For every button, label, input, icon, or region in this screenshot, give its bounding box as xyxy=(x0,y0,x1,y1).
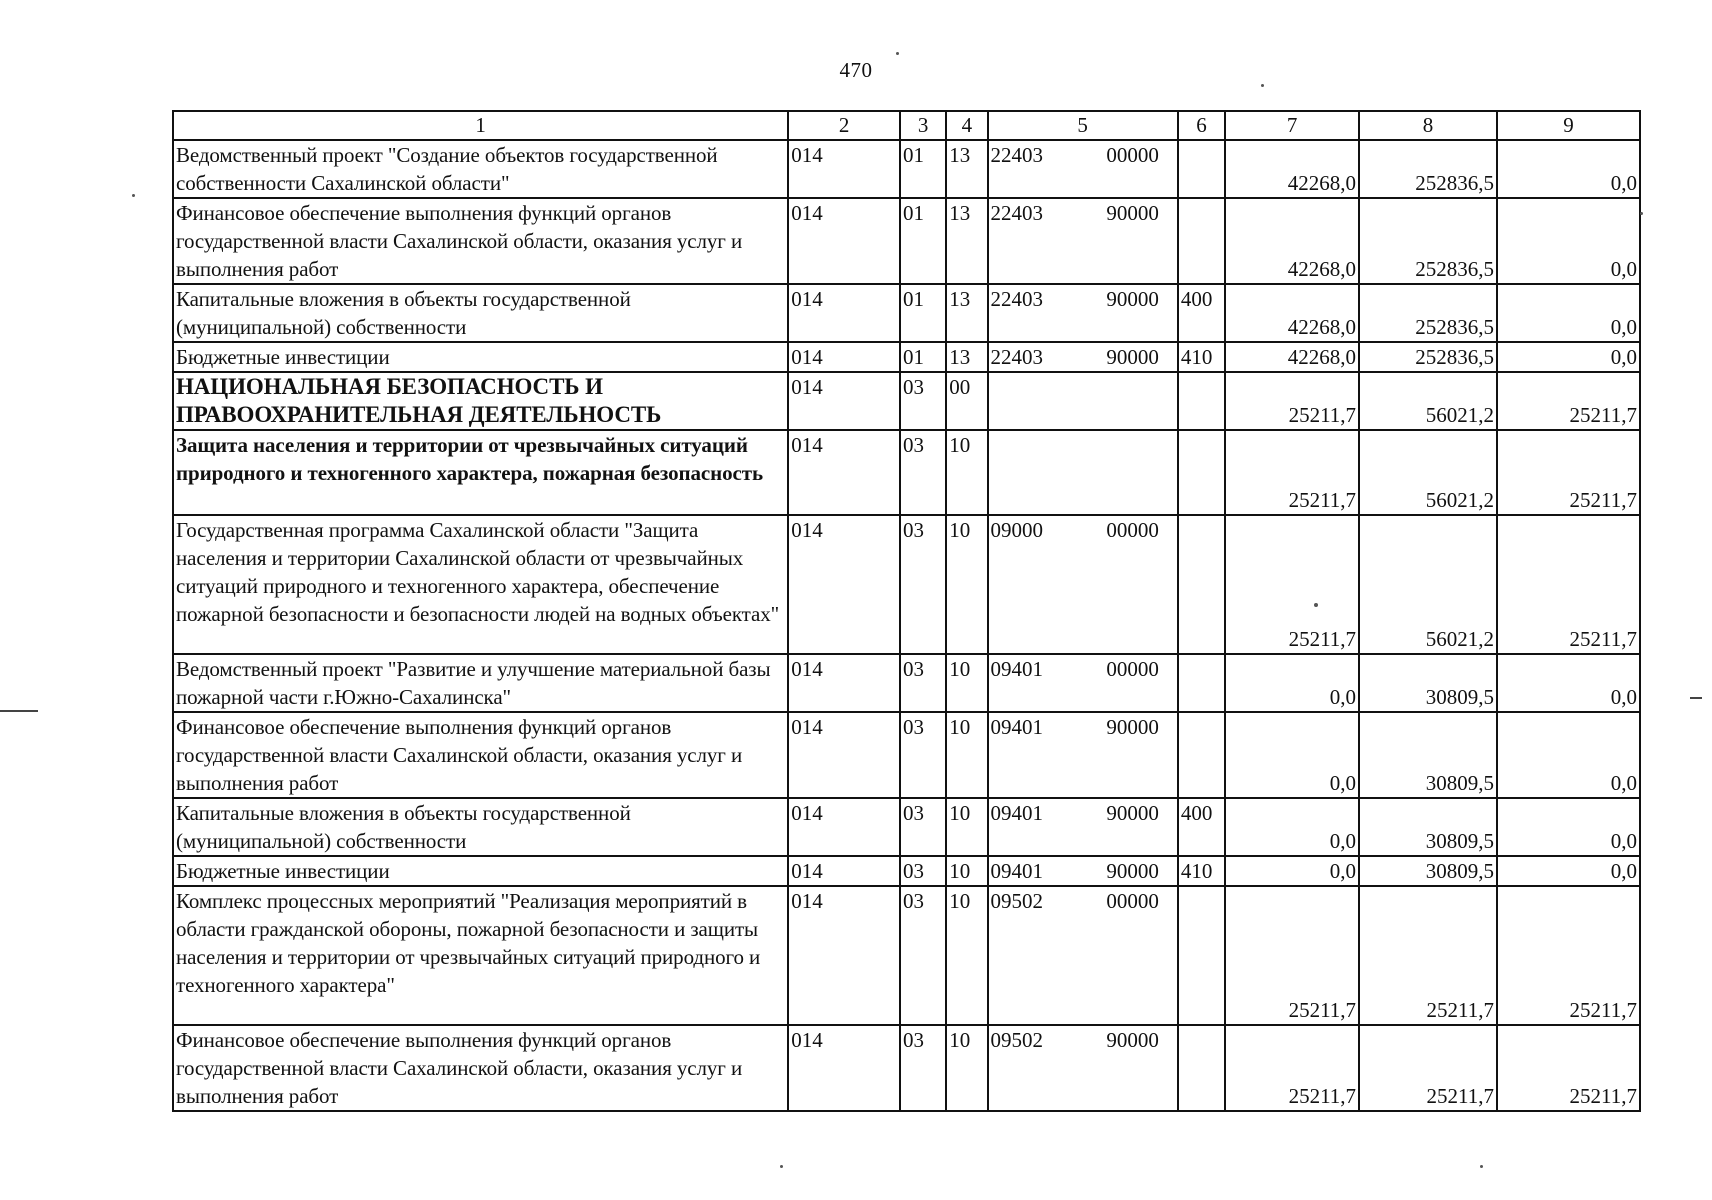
row-name-cell: Бюджетные инвестиции xyxy=(173,342,788,372)
amount-cell-c9: 0,0 xyxy=(1497,654,1640,712)
target-article-cell xyxy=(988,798,1178,856)
amount-cell-c7: 42268,0 xyxy=(1225,342,1359,372)
amount-cell-c9: 0,0 xyxy=(1497,198,1640,284)
amount-cell-c8: 25211,7 xyxy=(1359,886,1497,1025)
table-row xyxy=(173,342,1640,372)
row-name-cell: Финансовое обеспечение выполнения функций органов государственной власти Сахалинской области, оказания услуг и выполнения работ xyxy=(173,198,788,284)
amount-cell-c9: 0,0 xyxy=(1497,856,1640,886)
scan-speck xyxy=(1314,603,1318,607)
table-body xyxy=(173,140,1640,1111)
amount-cell-c8: 25211,7 xyxy=(1359,1025,1497,1111)
direction-code: 90000 xyxy=(1106,715,1159,739)
row-name-cell: Капитальные вложения в объекты государственной (муниципальной) собственности xyxy=(173,284,788,342)
amount-cell-c8: 30809,5 xyxy=(1359,654,1497,712)
header-cell: 8 xyxy=(1359,111,1497,140)
code-cell-c2: 014 xyxy=(788,712,900,798)
target-article-cell xyxy=(988,430,1178,515)
program-code: 09401 xyxy=(990,657,1044,681)
amount-cell-c8: 30809,5 xyxy=(1359,856,1497,886)
amount-cell-c7: 0,0 xyxy=(1225,798,1359,856)
row-name-cell: Финансовое обеспечение выполнения функций органов государственной власти Сахалинской области, оказания услуг и выполнения работ xyxy=(173,1025,788,1111)
target-article-cell xyxy=(988,654,1178,712)
page-number: 470 xyxy=(839,58,873,82)
code-cell-c4: 10 xyxy=(946,1025,987,1111)
table-row xyxy=(173,798,1640,856)
row-name-cell: Бюджетные инвестиции xyxy=(173,856,788,886)
target-article-cell xyxy=(988,198,1178,284)
target-article-cell xyxy=(988,372,1178,430)
amount-cell-c9: 0,0 xyxy=(1497,798,1640,856)
code-cell-c3: 03 xyxy=(900,372,946,430)
target-article-code xyxy=(991,1026,1175,1054)
code-cell-c2: 014 xyxy=(788,654,900,712)
direction-code: 00000 xyxy=(1106,518,1159,542)
row-name-cell: Защита населения и территории от чрезвычайных ситуаций природного и техногенного характера, пожарная безопасность xyxy=(173,430,788,515)
table-row xyxy=(173,1025,1640,1111)
table-row xyxy=(173,515,1640,654)
direction-code: 00000 xyxy=(1106,889,1159,913)
amount-cell-c7: 25211,7 xyxy=(1225,430,1359,515)
target-article-cell xyxy=(988,284,1178,342)
row-name-cell: Комплекс процессных мероприятий "Реализация мероприятий в области гражданской обороны, пожарной безопасности и защиты населения и территории от чрезвычайных ситуаций природного и техногенного характера" xyxy=(173,886,788,1025)
code-cell-c2: 014 xyxy=(788,140,900,198)
code-cell-c2: 014 xyxy=(788,798,900,856)
scan-speck xyxy=(896,52,899,55)
row-name-cell: Ведомственный проект "Создание объектов государственной собственности Сахалинской области" xyxy=(173,140,788,198)
amount-cell-c9: 25211,7 xyxy=(1497,515,1640,654)
row-name-cell: НАЦИОНАЛЬНАЯ БЕЗОПАСНОСТЬ И ПРАВООХРАНИТЕЛЬНАЯ ДЕЯТЕЛЬНОСТЬ xyxy=(173,372,788,430)
target-article-code xyxy=(991,713,1175,741)
expense-type-cell: 400 xyxy=(1178,284,1225,342)
expense-type-cell xyxy=(1178,1025,1225,1111)
header-cell: 5 xyxy=(988,111,1178,140)
header-row xyxy=(173,111,1640,140)
expense-type-cell: 400 xyxy=(1178,798,1225,856)
code-cell-c4: 10 xyxy=(946,886,987,1025)
code-cell-c2: 014 xyxy=(788,198,900,284)
code-cell-c3: 01 xyxy=(900,284,946,342)
amount-cell-c8: 252836,5 xyxy=(1359,198,1497,284)
code-cell-c4: 13 xyxy=(946,342,987,372)
scan-edge-mark xyxy=(0,710,38,712)
table-row xyxy=(173,140,1640,198)
table-row xyxy=(173,712,1640,798)
amount-cell-c9: 0,0 xyxy=(1497,712,1640,798)
code-cell-c4: 10 xyxy=(946,712,987,798)
code-cell-c2: 014 xyxy=(788,430,900,515)
amount-cell-c9: 25211,7 xyxy=(1497,1025,1640,1111)
expense-type-cell: 410 xyxy=(1178,342,1225,372)
scan-speck xyxy=(780,1165,783,1168)
direction-code: 90000 xyxy=(1106,201,1159,225)
code-cell-c4: 10 xyxy=(946,798,987,856)
target-article-cell xyxy=(988,856,1178,886)
amount-cell-c7: 25211,7 xyxy=(1225,886,1359,1025)
header-cell: 1 xyxy=(173,111,788,140)
header-cell: 3 xyxy=(900,111,946,140)
amount-cell-c8: 252836,5 xyxy=(1359,140,1497,198)
header-cell: 2 xyxy=(788,111,900,140)
target-article-cell xyxy=(988,140,1178,198)
header-cell: 4 xyxy=(946,111,987,140)
target-article-code xyxy=(991,199,1175,227)
scan-speck xyxy=(1640,212,1643,215)
amount-cell-c9: 25211,7 xyxy=(1497,372,1640,430)
code-cell-c3: 03 xyxy=(900,798,946,856)
amount-cell-c8: 30809,5 xyxy=(1359,712,1497,798)
expense-type-cell xyxy=(1178,886,1225,1025)
target-article-cell xyxy=(988,515,1178,654)
amount-cell-c9: 0,0 xyxy=(1497,140,1640,198)
expense-type-cell: 410 xyxy=(1178,856,1225,886)
program-code: 22403 xyxy=(990,143,1044,167)
amount-cell-c7: 25211,7 xyxy=(1225,372,1359,430)
row-name-cell: Капитальные вложения в объекты государственной (муниципальной) собственности xyxy=(173,798,788,856)
amount-cell-c7: 42268,0 xyxy=(1225,284,1359,342)
scan-speck xyxy=(1261,84,1264,87)
amount-cell-c7: 0,0 xyxy=(1225,712,1359,798)
expense-type-cell xyxy=(1178,372,1225,430)
amount-cell-c8: 56021,2 xyxy=(1359,515,1497,654)
target-article-cell xyxy=(988,342,1178,372)
code-cell-c4: 13 xyxy=(946,198,987,284)
code-cell-c4: 10 xyxy=(946,515,987,654)
table-header xyxy=(173,111,1640,140)
program-code: 09401 xyxy=(990,801,1044,825)
program-code: 09000 xyxy=(990,518,1044,542)
row-name-cell: Государственная программа Сахалинской области "Защита населения и территории Сахалинской области от чрезвычайных ситуаций природного и техногенного характера, обеспечение пожарной безопасности и безопасности людей на водных объектах" xyxy=(173,515,788,654)
direction-code: 90000 xyxy=(1106,801,1159,825)
header-cell: 9 xyxy=(1497,111,1640,140)
budget-table xyxy=(172,110,1641,1112)
target-article-code xyxy=(991,799,1175,827)
code-cell-c2: 014 xyxy=(788,515,900,654)
program-code: 09401 xyxy=(990,859,1044,883)
amount-cell-c8: 252836,5 xyxy=(1359,284,1497,342)
code-cell-c2: 014 xyxy=(788,886,900,1025)
direction-code: 90000 xyxy=(1106,859,1159,883)
target-article-cell xyxy=(988,712,1178,798)
amount-cell-c7: 0,0 xyxy=(1225,856,1359,886)
amount-cell-c7: 0,0 xyxy=(1225,654,1359,712)
target-article-code xyxy=(991,655,1175,683)
program-code: 09401 xyxy=(990,715,1044,739)
code-cell-c2: 014 xyxy=(788,342,900,372)
target-article-cell xyxy=(988,886,1178,1025)
target-article-code xyxy=(991,343,1175,371)
header-cell: 6 xyxy=(1178,111,1225,140)
code-cell-c3: 03 xyxy=(900,886,946,1025)
code-cell-c3: 01 xyxy=(900,342,946,372)
amount-cell-c8: 56021,2 xyxy=(1359,430,1497,515)
code-cell-c2: 014 xyxy=(788,856,900,886)
amount-cell-c7: 25211,7 xyxy=(1225,515,1359,654)
target-article-code xyxy=(991,857,1175,885)
code-cell-c4: 10 xyxy=(946,654,987,712)
amount-cell-c7: 42268,0 xyxy=(1225,140,1359,198)
table-row xyxy=(173,430,1640,515)
code-cell-c2: 014 xyxy=(788,284,900,342)
program-code: 22403 xyxy=(990,201,1044,225)
direction-code: 90000 xyxy=(1106,345,1159,369)
expense-type-cell xyxy=(1178,430,1225,515)
code-cell-c3: 01 xyxy=(900,140,946,198)
code-cell-c3: 03 xyxy=(900,430,946,515)
scan-speck xyxy=(132,194,135,197)
code-cell-c3: 03 xyxy=(900,515,946,654)
table-row xyxy=(173,654,1640,712)
code-cell-c3: 03 xyxy=(900,1025,946,1111)
direction-code: 90000 xyxy=(1106,1028,1159,1052)
scan-speck xyxy=(1480,1165,1483,1168)
expense-type-cell xyxy=(1178,515,1225,654)
program-code: 22403 xyxy=(990,287,1044,311)
expense-type-cell xyxy=(1178,198,1225,284)
target-article-cell xyxy=(988,1025,1178,1111)
code-cell-c3: 01 xyxy=(900,198,946,284)
program-code: 09502 xyxy=(990,1028,1044,1052)
target-article-code xyxy=(991,285,1175,313)
amount-cell-c9: 25211,7 xyxy=(1497,886,1640,1025)
scan-edge-mark xyxy=(1690,697,1702,699)
table-row xyxy=(173,284,1640,342)
code-cell-c3: 03 xyxy=(900,654,946,712)
amount-cell-c7: 42268,0 xyxy=(1225,198,1359,284)
table-row xyxy=(173,856,1640,886)
direction-code: 90000 xyxy=(1106,287,1159,311)
table-row xyxy=(173,886,1640,1025)
amount-cell-c8: 56021,2 xyxy=(1359,372,1497,430)
row-name-cell: Финансовое обеспечение выполнения функций органов государственной власти Сахалинской области, оказания услуг и выполнения работ xyxy=(173,712,788,798)
amount-cell-c8: 30809,5 xyxy=(1359,798,1497,856)
code-cell-c4: 13 xyxy=(946,284,987,342)
program-code: 22403 xyxy=(990,345,1044,369)
amount-cell-c9: 25211,7 xyxy=(1497,430,1640,515)
expense-type-cell xyxy=(1178,654,1225,712)
amount-cell-c7: 25211,7 xyxy=(1225,1025,1359,1111)
code-cell-c2: 014 xyxy=(788,1025,900,1111)
table-row xyxy=(173,198,1640,284)
code-cell-c4: 10 xyxy=(946,856,987,886)
code-cell-c3: 03 xyxy=(900,712,946,798)
amount-cell-c9: 0,0 xyxy=(1497,284,1640,342)
amount-cell-c9: 0,0 xyxy=(1497,342,1640,372)
direction-code: 00000 xyxy=(1106,657,1159,681)
target-article-code xyxy=(991,516,1175,544)
header-cell: 7 xyxy=(1225,111,1359,140)
target-article-code xyxy=(991,141,1175,169)
expense-type-cell xyxy=(1178,712,1225,798)
direction-code: 00000 xyxy=(1106,143,1159,167)
program-code: 09502 xyxy=(990,889,1044,913)
code-cell-c4: 10 xyxy=(946,430,987,515)
code-cell-c4: 00 xyxy=(946,372,987,430)
row-name-cell: Ведомственный проект "Развитие и улучшение материальной базы пожарной части г.Южно-Сахалинска" xyxy=(173,654,788,712)
expense-type-cell xyxy=(1178,140,1225,198)
table-row xyxy=(173,372,1640,430)
code-cell-c4: 13 xyxy=(946,140,987,198)
code-cell-c2: 014 xyxy=(788,372,900,430)
code-cell-c3: 03 xyxy=(900,856,946,886)
amount-cell-c8: 252836,5 xyxy=(1359,342,1497,372)
target-article-code xyxy=(991,887,1175,915)
